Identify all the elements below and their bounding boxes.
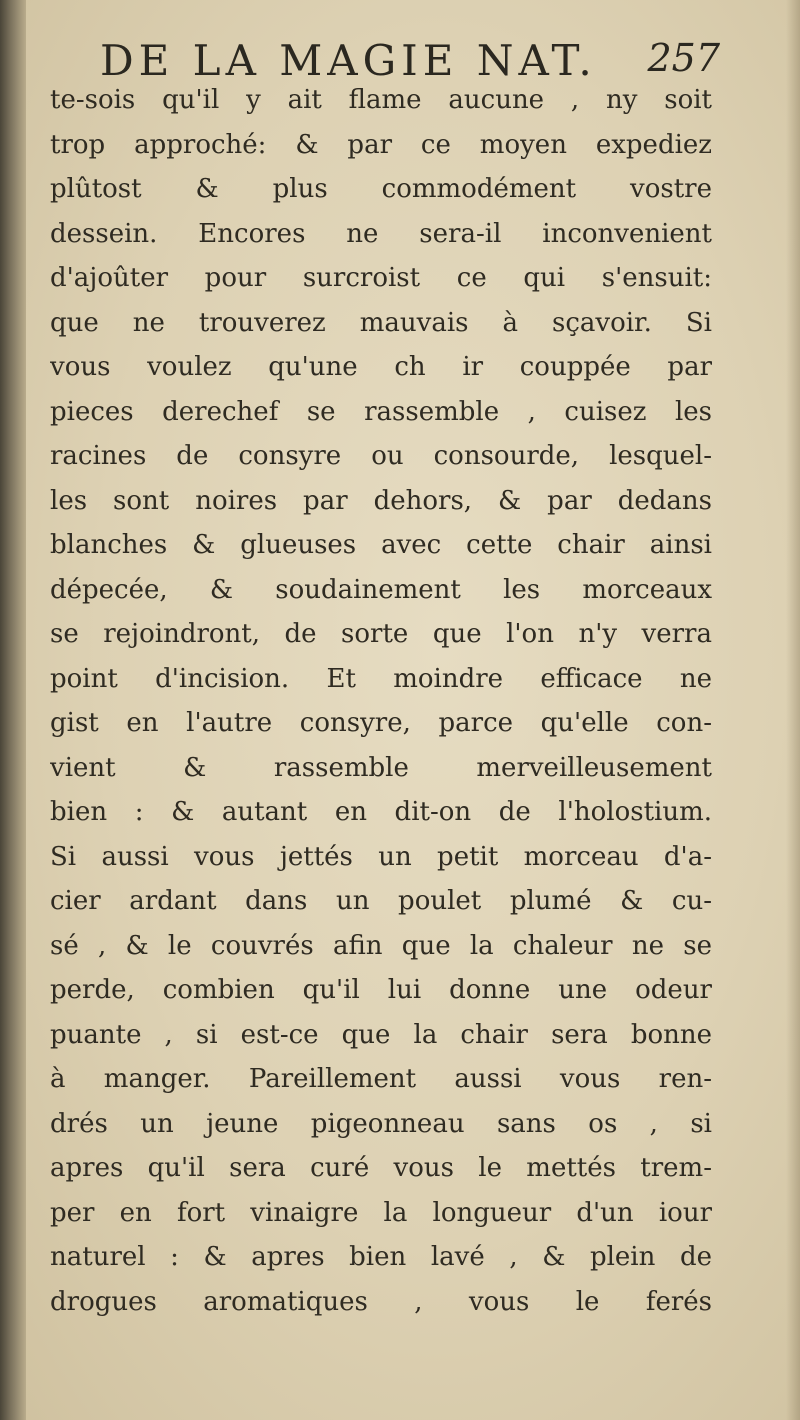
text-line: plûtost & plus commodément vostre: [50, 174, 712, 204]
text-line: trop approché: & par ce moyen expediez: [50, 129, 712, 160]
text-line: per en fort vinaigre la longueur d'un iour: [50, 1197, 712, 1228]
text-line: les sont noires par dehors, & par dedans: [50, 485, 712, 516]
text-line: dépecée, & soudainement les morceaux: [50, 574, 712, 605]
text-line: naturel : & apres bien lavé , & plein de: [50, 1242, 712, 1272]
text-line: que ne trouverez mauvais à sçavoir. Si: [50, 307, 712, 338]
text-line: à manger. Pareillement aussi vous ren-: [50, 1064, 712, 1094]
text-line: vous voulez qu'une ch ir couppée par: [50, 352, 712, 382]
text-line: apres qu'il sera curé vous le mettés trem-: [50, 1153, 712, 1183]
text-line: drogues aromatiques , vous le ferés: [50, 1286, 712, 1317]
text-line: d'ajoûter pour surcroist ce qui s'ensuit:: [50, 263, 712, 293]
text-line: se rejoindront, de sorte que l'on n'y verra: [50, 619, 712, 649]
running-title: DE LA MAGIE NAT.: [100, 36, 597, 85]
text-line: gist en l'autre consyre, parce qu'elle con-: [50, 708, 712, 738]
text-line: vient & rassemble merveilleusement: [50, 752, 712, 783]
text-line: perde, combien qu'il lui donne une odeur: [50, 975, 712, 1005]
text-line: racines de consyre ou consourde, lesquel-: [50, 441, 712, 471]
text-line: te-sois qu'il y ait flame aucune , ny soit: [50, 85, 712, 115]
binding-gutter: [0, 0, 26, 1420]
text-line: pieces derechef se rassemble , cuisez les: [50, 396, 712, 427]
text-line: bien : & autant en dit-on de l'holostium.: [50, 797, 712, 827]
body-text: [50, 78, 712, 1324]
text-line: blanches & glueuses avec cette chair ainsi: [50, 530, 712, 560]
page-number: 257: [647, 36, 720, 80]
text-line: drés un jeune pigeonneau sans os , si: [50, 1108, 712, 1139]
text-line: point d'incision. Et moindre efficace ne: [50, 663, 712, 694]
text-line: sé , & le couvrés afin que la chaleur ne se: [50, 930, 712, 961]
text-line: puante , si est-ce que la chair sera bonne: [50, 1019, 712, 1050]
page-edge-shadow: [786, 0, 800, 1420]
text-line: cier ardant dans un poulet plumé & cu-: [50, 886, 712, 916]
text-line: Si aussi vous jettés un petit morceau d'a-: [50, 841, 712, 872]
text-line: dessein. Encores ne sera-il inconvenient: [50, 218, 712, 249]
